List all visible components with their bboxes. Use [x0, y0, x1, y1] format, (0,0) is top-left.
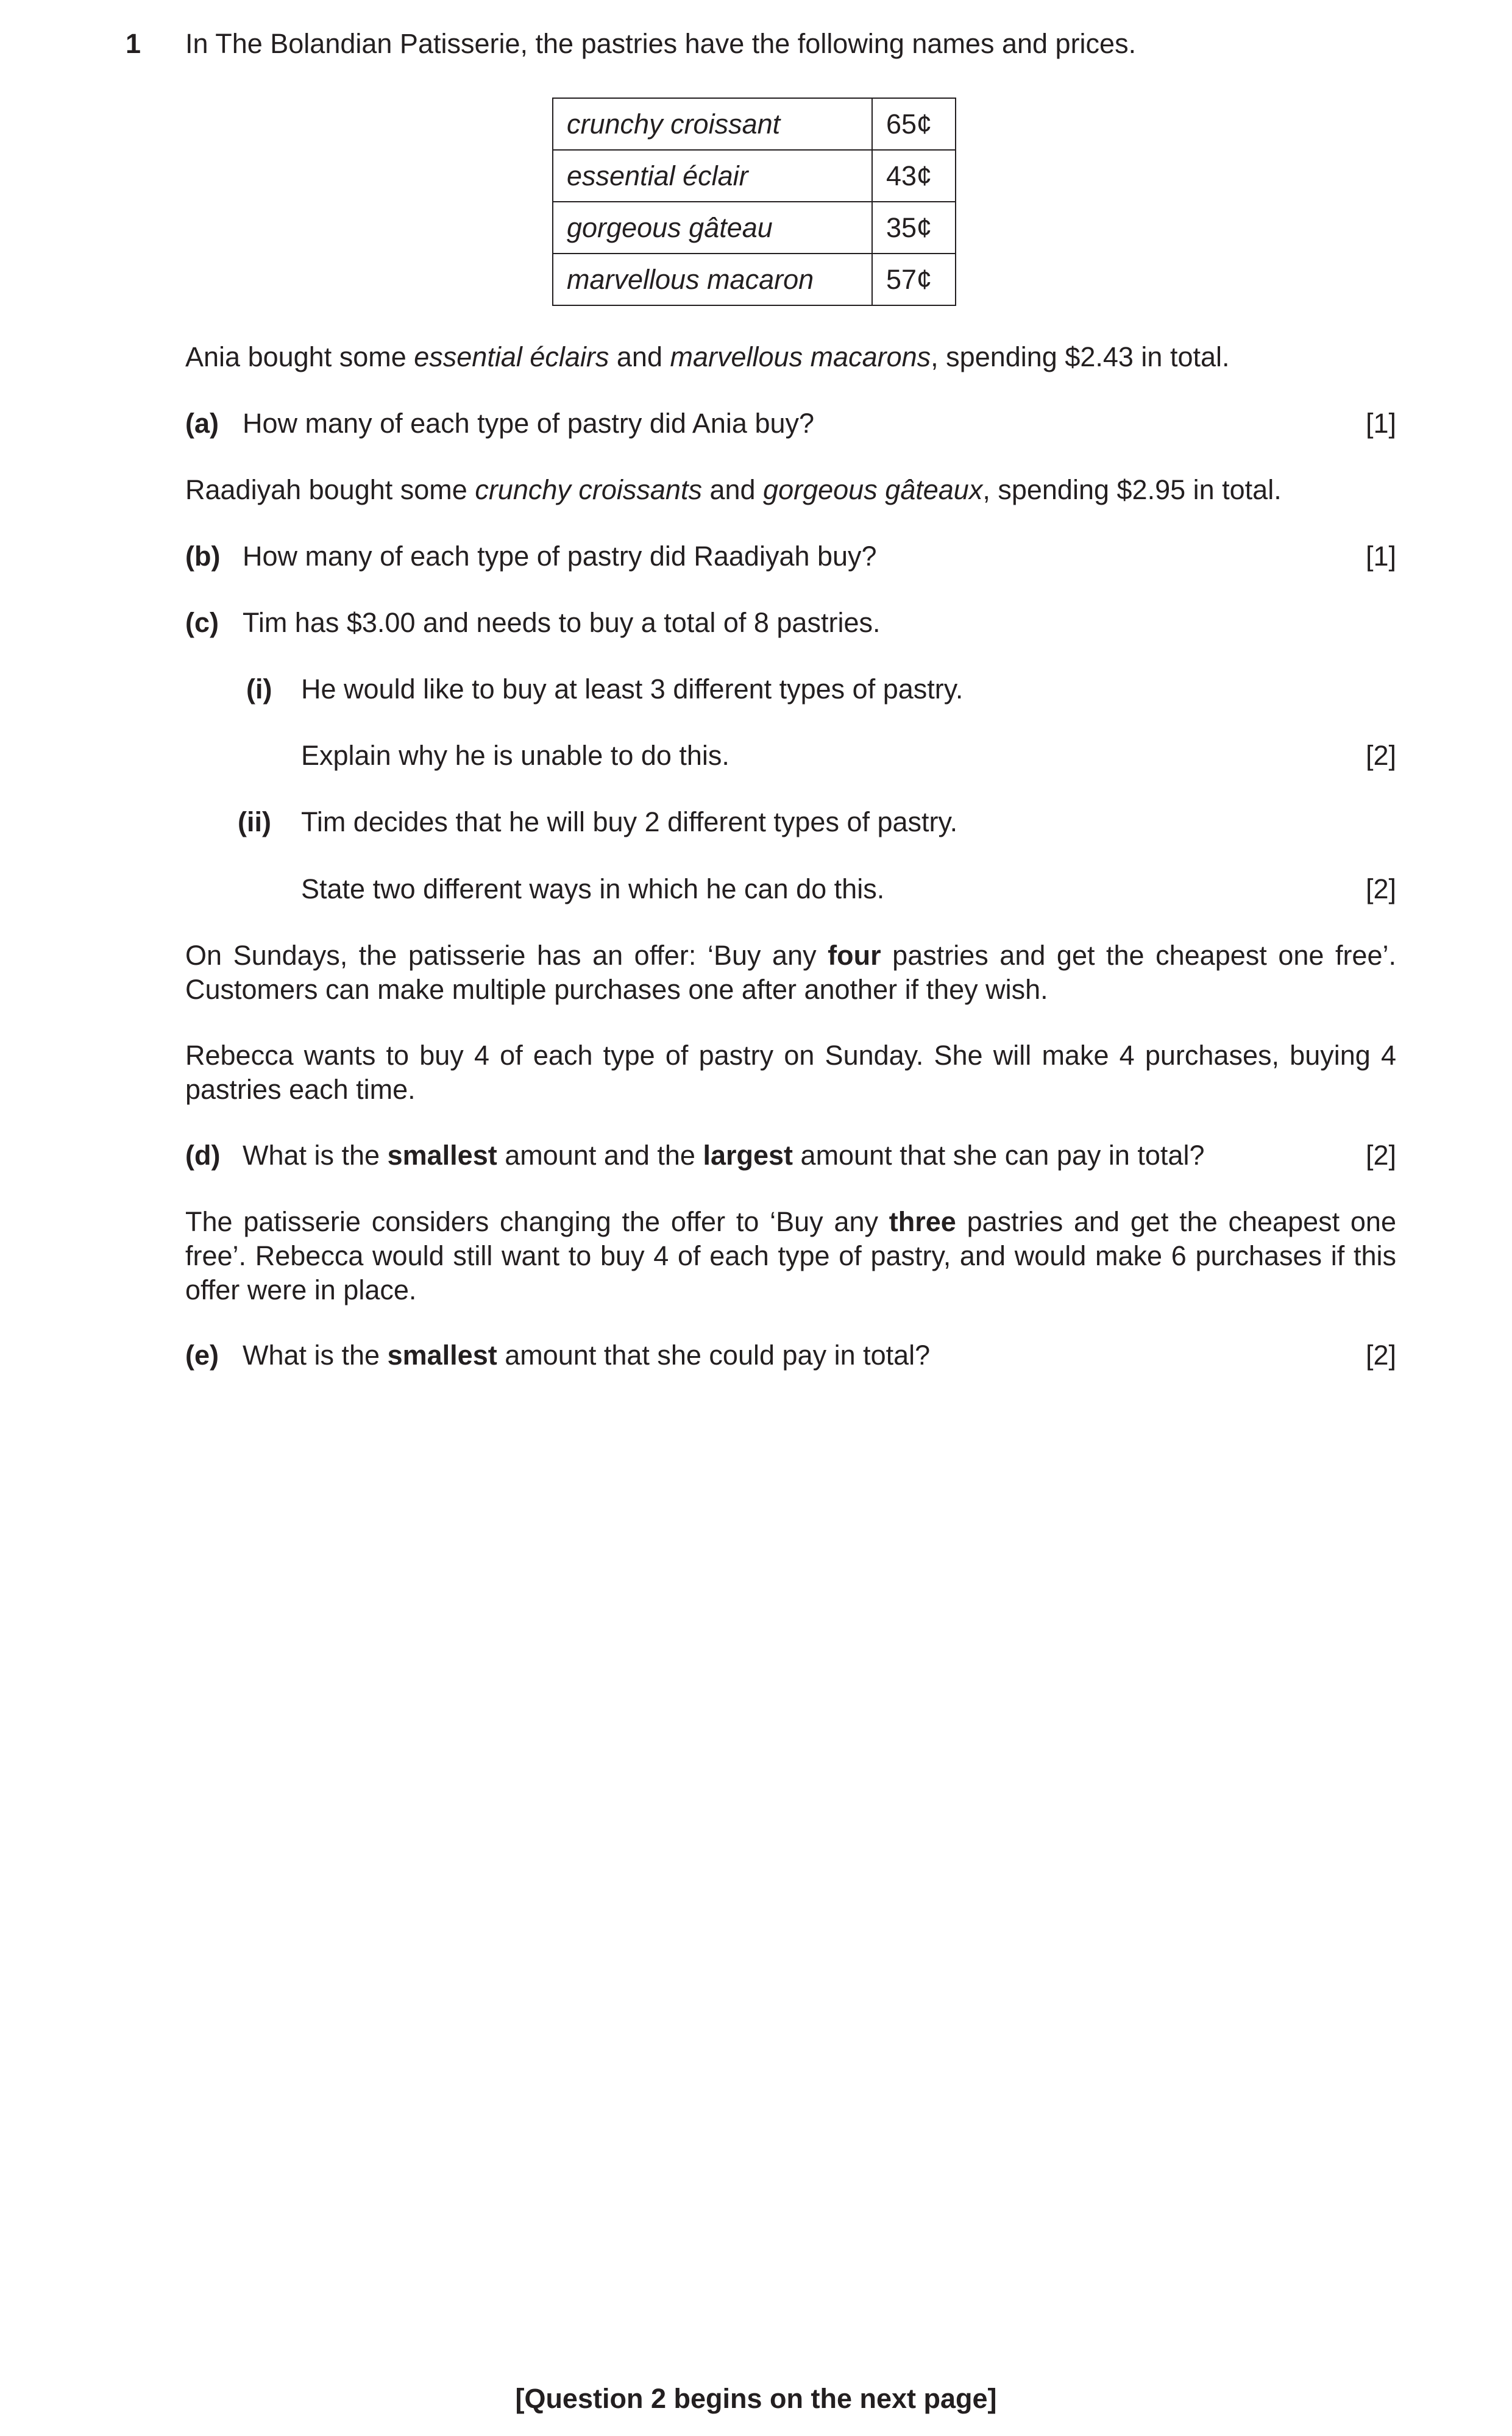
- pastry-price: 65¢: [872, 98, 956, 150]
- part-e-text-seg: amount that she could pay in total?: [497, 1340, 931, 1371]
- part-d-marks: [2]: [1365, 1140, 1396, 1171]
- raadiyah-text: Raadiyah bought some: [185, 474, 475, 505]
- part-c-i-marks: [2]: [1365, 740, 1396, 771]
- rebecca-paragraph: Rebecca wants to buy 4 of each type of pastry on Sunday. She will make 4 purchases, buying 4 pastries each time.: [185, 1040, 1396, 1105]
- pastry-price: 35¢: [872, 202, 956, 254]
- ania-text: Ania bought some: [185, 341, 414, 372]
- part-c-ii-marks: [2]: [1365, 873, 1396, 904]
- table-row: [553, 150, 956, 202]
- sunday-offer-paragraph: [185, 939, 1396, 1007]
- part-c-i-text: He would like to buy at least 3 different types of pastry.: [301, 673, 964, 705]
- ania-item-1: essential éclairs: [414, 341, 609, 372]
- part-a-label: (a): [185, 408, 219, 439]
- part-d-emphasis: largest: [703, 1140, 793, 1171]
- part-b-label: (b): [185, 541, 221, 572]
- part-c-ii-instruction: State two different ways in which he can do this.: [301, 873, 885, 904]
- ania-text: , spending $2.43 in total.: [931, 341, 1230, 372]
- part-d-text-seg: amount and the: [497, 1140, 703, 1171]
- part-b-marks: [1]: [1365, 541, 1396, 572]
- table-row: [553, 254, 956, 305]
- question-number: 1: [126, 28, 141, 59]
- part-e-marks: [2]: [1365, 1340, 1396, 1371]
- sunday-offer-emphasis: four: [828, 940, 881, 971]
- part-a-text: How many of each type of pastry did Ania buy?: [243, 408, 815, 439]
- part-d-text-seg: amount that she can pay in total?: [793, 1140, 1205, 1171]
- part-c-label: (c): [185, 607, 219, 638]
- raadiyah-statement: [185, 473, 1396, 507]
- page-footer: [Question 2 begins on the next page]: [515, 2383, 997, 2414]
- ania-text: and: [609, 341, 670, 372]
- sunday-offer-text: On Sundays, the patisserie has an offer: ‘Buy any: [185, 940, 828, 971]
- part-e-emphasis: smallest: [387, 1340, 497, 1371]
- part-d-text-seg: What is the: [243, 1140, 388, 1171]
- ania-item-2: marvellous macarons: [670, 341, 931, 372]
- part-c-i-instruction: Explain why he is unable to do this.: [301, 740, 729, 771]
- pastry-name: gorgeous gâteau: [553, 202, 872, 254]
- sunday-offer-text: pastries and get the cheapest one free’. Customers can make multiple purchases one after another if they wish.: [185, 940, 1396, 1005]
- raadiyah-text: and: [701, 474, 764, 505]
- raadiyah-text: , spending $2.95 in total.: [982, 474, 1282, 505]
- raadiyah-item-1: crunchy croissants: [475, 474, 702, 505]
- part-e-text-seg: What is the: [243, 1340, 388, 1371]
- part-b-text: How many of each type of pastry did Raadiyah buy?: [243, 541, 877, 572]
- change-offer-emphasis: three: [889, 1206, 956, 1237]
- intro-text: In The Bolandian Patisserie, the pastries have the following names and prices.: [185, 28, 1137, 59]
- pastry-price: 43¢: [872, 150, 956, 202]
- pastry-name: marvellous macaron: [553, 254, 872, 305]
- part-a-marks: [1]: [1365, 408, 1396, 439]
- part-d-emphasis: smallest: [387, 1140, 497, 1171]
- change-offer-text: The patisserie considers changing the offer to ‘Buy any: [185, 1206, 889, 1237]
- table-row: [553, 98, 956, 150]
- change-offer-text: pastries and get the cheapest one free’. Rebecca would still want to buy 4 of each type of pastry, and would make 6 purchases if this offer were in place.: [185, 1206, 1396, 1305]
- part-d-label: (d): [185, 1140, 221, 1171]
- part-d-text: [243, 1138, 1205, 1173]
- price-table: [552, 98, 956, 306]
- part-c-text: Tim has $3.00 and needs to buy a total of 8 pastries.: [243, 607, 881, 638]
- part-e-label: (e): [185, 1340, 219, 1371]
- pastry-name: crunchy croissant: [553, 98, 872, 150]
- part-c-i-label: (i): [246, 673, 272, 705]
- pastry-price: 57¢: [872, 254, 956, 305]
- part-e-text: [243, 1338, 930, 1372]
- part-c-ii-text: Tim decides that he will buy 2 different types of pastry.: [301, 806, 958, 837]
- change-offer-paragraph: [185, 1205, 1396, 1307]
- pastry-name: essential éclair: [553, 150, 872, 202]
- ania-statement: [185, 340, 1396, 374]
- table-row: [553, 202, 956, 254]
- part-c-ii-label: (ii): [238, 806, 271, 837]
- raadiyah-item-2: gorgeous gâteaux: [763, 474, 983, 505]
